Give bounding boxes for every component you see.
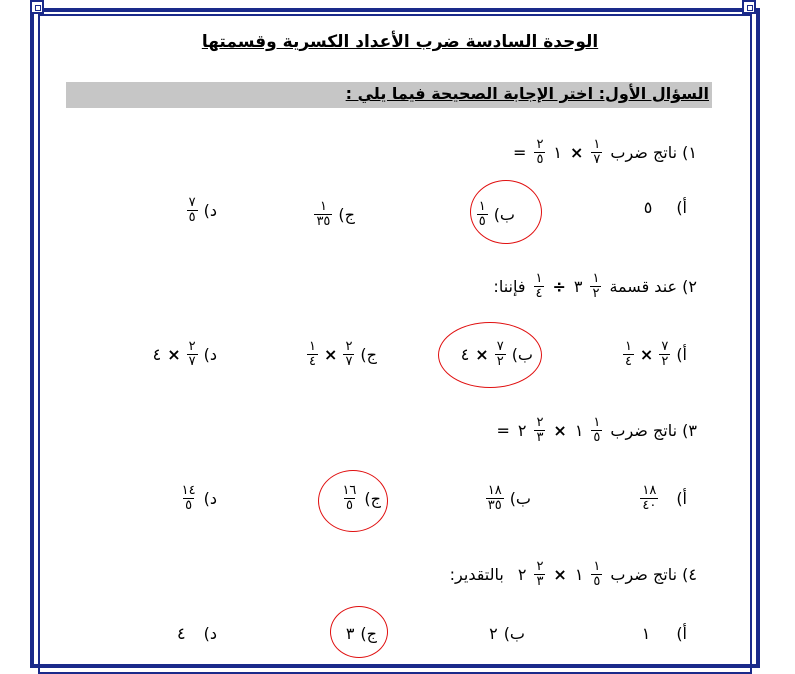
q4-option-b[interactable]: ب) ٢ (489, 624, 525, 643)
answer-circle (330, 606, 388, 658)
whole-number: ١ (553, 143, 563, 162)
operator: × (553, 565, 567, 584)
whole-number: ١ (574, 565, 584, 584)
q4-option-a[interactable]: أ) ١ (641, 624, 687, 643)
whole-number: ١ (574, 421, 584, 440)
q4-option-d[interactable]: د) ٤ (177, 624, 217, 643)
corner-ornament-left (30, 0, 44, 14)
q4-option-c[interactable]: ج) ٣ (345, 624, 377, 643)
question-tail: فإننا: (493, 277, 526, 296)
equals-sign: = (513, 143, 527, 162)
fraction: $\frac{٢}{٥}$ (536, 137, 544, 167)
q2-option-a[interactable]: أ) $\frac{٧}{٢}$ × $\frac{١}{٤}$ (624, 339, 687, 369)
answer-circle (438, 322, 542, 388)
question-label: ٣) ناتج ضرب (610, 421, 697, 440)
q2-option-c[interactable]: ج) $\frac{٢}{٧}$ × $\frac{١}{٤}$ (309, 339, 377, 369)
whole-number: ٢ (517, 565, 527, 584)
question-4-stem: ٤) ناتج ضرب $\frac{١}{٥}$ ١ × $\frac{٢}{٣}$ ٢ بالتقدير: (449, 559, 697, 589)
whole-number: ٢ (517, 421, 527, 440)
question-1-stem (513, 138, 697, 167)
q2-option-b[interactable]: ب) $\frac{٧}{٢}$ × ٤ (460, 339, 533, 369)
question-3-stem: ٣) ناتج ضرب $\frac{١}{٥}$ ١ × $\frac{٢}{٣}$ ٢ = (496, 415, 697, 445)
q1-option-d[interactable]: د) $\frac{٧}{٥}$ (188, 195, 217, 225)
q1-option-b[interactable]: ب) $\frac{١}{٥}$ (478, 199, 515, 229)
corner-ornament-right (742, 0, 756, 14)
question-label: ١) ناتج ضرب (610, 143, 697, 162)
operator: × (570, 143, 584, 162)
page-title: الوحدة السادسة ضرب الأعداد الكسرية وقسمتها (201, 32, 599, 52)
answer-circle (470, 180, 542, 244)
section-heading: السؤال الأول: اختر الإجابة الصحيحة فيما يلي : (345, 84, 709, 103)
q2-option-d[interactable]: د) $\frac{٢}{٧}$ × ٤ (152, 339, 217, 369)
question-label: ٤) ناتج ضرب (610, 565, 697, 584)
answer-circle (318, 470, 388, 532)
q1-option-c[interactable]: ج) $\frac{١}{٣٥}$ (316, 199, 355, 229)
operator: × (553, 421, 567, 440)
q3-option-b[interactable]: ب) $\frac{١٨}{٣٥}$ (487, 483, 531, 513)
q3-option-a[interactable]: أ) $\frac{١٨}{٤٠}$ (642, 483, 687, 513)
q3-option-c[interactable]: ج) $\frac{١٦}{٥}$ (342, 483, 381, 513)
question-2-stem: ٢) عند قسمة $\frac{١}{٢}$ ٣ ÷ $\frac{١}{٤}$ فإننا: (493, 271, 697, 301)
fraction: $\frac{١}{٧}$ (593, 137, 601, 167)
equals-sign: = (496, 421, 510, 440)
q1-option-a[interactable]: أ) ٥ (643, 198, 687, 217)
whole-number: ٣ (573, 277, 583, 296)
question-tail: بالتقدير: (449, 565, 504, 584)
q3-option-d[interactable]: د) $\frac{١٤}{٥}$ (181, 483, 217, 513)
operator: ÷ (552, 277, 566, 296)
question-label: ٢) عند قسمة (609, 277, 697, 296)
